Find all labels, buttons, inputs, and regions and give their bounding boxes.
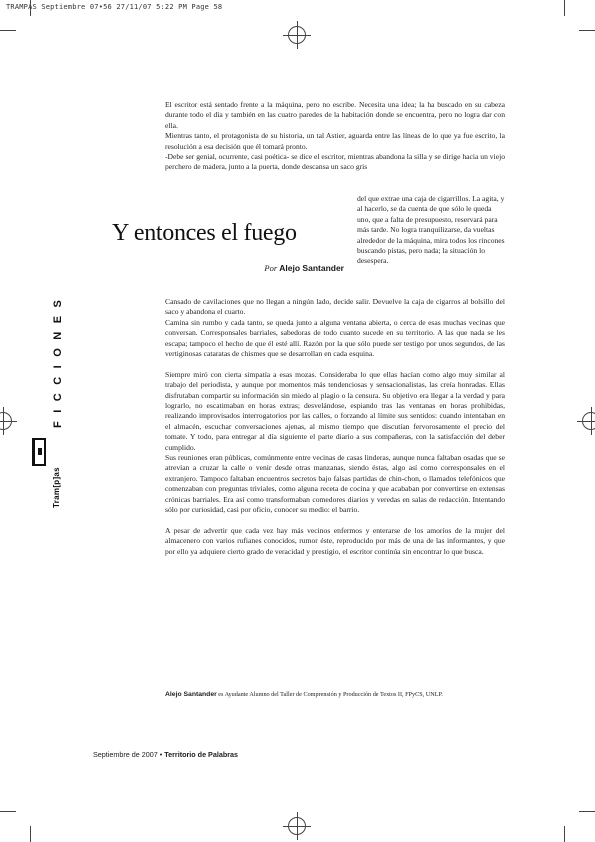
registration-mark bbox=[0, 412, 12, 430]
footer-date: Septiembre de 2007 bbox=[93, 750, 158, 759]
crop-mark bbox=[564, 826, 565, 842]
article-title: Y entonces el fuego bbox=[112, 220, 297, 246]
author-bio bbox=[165, 690, 505, 699]
paragraph: El escritor está sentado frente a la máquina, pero no escribe. Necesita una idea; la ha buscado en su cabeza durante todo el día y también en las cuatro paredes de la habitación donde se encuentra, pero no logra dar con ella. bbox=[165, 100, 505, 130]
print-slug: TRAMPAS Septiembre 07•56 27/11/07 5:22 PM Page 58 bbox=[6, 3, 223, 11]
bio-name: Alejo Santander bbox=[165, 691, 217, 698]
byline bbox=[264, 263, 344, 273]
paragraph: A pesar de advertir que cada vez hay más vecinos enfermos y enterarse de los amoríos de la mujer del almacenero con varios rufianes conocidos, rumor éste, reproducido por más de una de las informantes, y que por ello ya adquiere cierto grado de veracidad y prestigio, el escritor continúa sin encontrar lo que busca. bbox=[165, 525, 505, 556]
crop-mark bbox=[579, 811, 595, 812]
footer-separator: • bbox=[159, 750, 163, 759]
paragraph: Camina sin rumbo y cada tanto, se queda junto a alguna ventana abierta, o cerca de esas muchas vecinas que conversan. Corresponsales barriales, sabedoras de todo cuanto sucede en su territorio. A las que nada se les escapa; tampoco el hecho de que él esté allí. Razón por la que sólo puede ser testigo por unos segundos, de las vertiginosas cataratas de chismes que se desarrollan en cada esquina. bbox=[165, 317, 505, 359]
paragraph: -Debe ser genial, ocurrente, casi poética- se dice el escritor, mientras abandona la silla y se dirige hacia un viejo perchero de madera, junto a la puerta, donde descansa un saco gris bbox=[165, 152, 505, 172]
paragraph-gap bbox=[165, 359, 505, 369]
paragraph: Sus reuniones eran públicas, comúnmente entre vecinas de casas linderas, aunque nunca faltaban osadas que se atrevían a cruzar la calle o venir desde otras manzanas, siendo éstas, algo así como corresponsales en el extranjero. Tampoco faltaban encuentros secretos bajo falsas partidas de chin-chon, o llamados telefónicos que comenzaban con preguntas triviales, como alguna receta de cocina y que acababan por convertirse en extensas crónicas barriales. Era así como transformaban comedores diarios y veredas en salas de redacción. Intentando sólo por curiosidad, casi por oficio, conocer su medio: el barrio. bbox=[165, 453, 505, 515]
paragraph: Cansado de cavilaciones que no llegan a ningún lado, decide salir. Devuelve la caja de cigarros al bolsillo del saco y abandona el cuarto. bbox=[165, 297, 505, 317]
crop-mark bbox=[0, 30, 16, 31]
crop-mark bbox=[30, 826, 31, 842]
registration-mark bbox=[288, 817, 306, 835]
intro-text bbox=[165, 100, 505, 173]
byline-prefix: Por bbox=[264, 263, 278, 273]
paragraph-gap bbox=[165, 516, 505, 526]
bio-text: es Ayudante Alumno del Taller de Comprensión y Producción de Textos II, FPyCS, UNLP. bbox=[216, 691, 443, 698]
page-footer bbox=[93, 750, 238, 759]
right-column-text bbox=[357, 194, 505, 267]
crop-mark bbox=[579, 30, 595, 31]
crop-mark bbox=[0, 811, 16, 812]
paragraph: Siempre miró con cierta simpatía a esas mozas. Consideraba lo que ellas hacían como algo muy similar al trabajo del periodista, y aunque por momentos más tendenciosas y sensacionalistas, las creía honradas. Ellas disfrutaban compartir su información sin miedo al plagio o la censura. Su objetivo era llegar a la verdad y para lograrlo, no escatimaban en horas extras; desvelándose, espiando tras las ventanas en horas prohibidas, realizando improvisados interrogatorios por las calles, o forzando al límite sus sentidos: cuando intentaban en el almacén, escuchar conversaciones ajenas, al mismo tiempo que discutían fervorosamente el precio del tomate. Y todo, para entregar al día siguiente el parte diario a sus compañeras, con la satisfacción del deber cumplido. bbox=[165, 369, 505, 452]
crop-mark bbox=[564, 0, 565, 16]
main-text bbox=[165, 297, 505, 557]
crop-mark bbox=[30, 0, 31, 16]
registration-mark bbox=[582, 412, 595, 430]
magazine-logo-icon bbox=[32, 438, 46, 466]
paragraph: del que extrae una caja de cigarrillos. La agita, y al hacerlo, se da cuenta de que sólo le queda uno, que a falta de presupuesto, reservará para más tarde. No logra tranquilizarse, da vueltas alrededor de la máquina, mira todos los rincones buscando pistas, pero nada; la situación lo desespera. bbox=[357, 194, 505, 266]
section-sidebar bbox=[28, 291, 68, 513]
registration-mark bbox=[288, 26, 306, 44]
section-label: FICCIONES bbox=[52, 291, 64, 428]
byline-author: Alejo Santander bbox=[279, 263, 344, 273]
footer-magazine: Territorio de Palabras bbox=[164, 750, 239, 759]
paragraph: Mientras tanto, el protagonista de su historia, un tal Astier, aguarda entre las líneas de lo que ya fue escrito, la resolución a esa decisión que él tomará pronto. bbox=[165, 131, 505, 151]
brand-label: Tram[p]as bbox=[52, 467, 61, 508]
